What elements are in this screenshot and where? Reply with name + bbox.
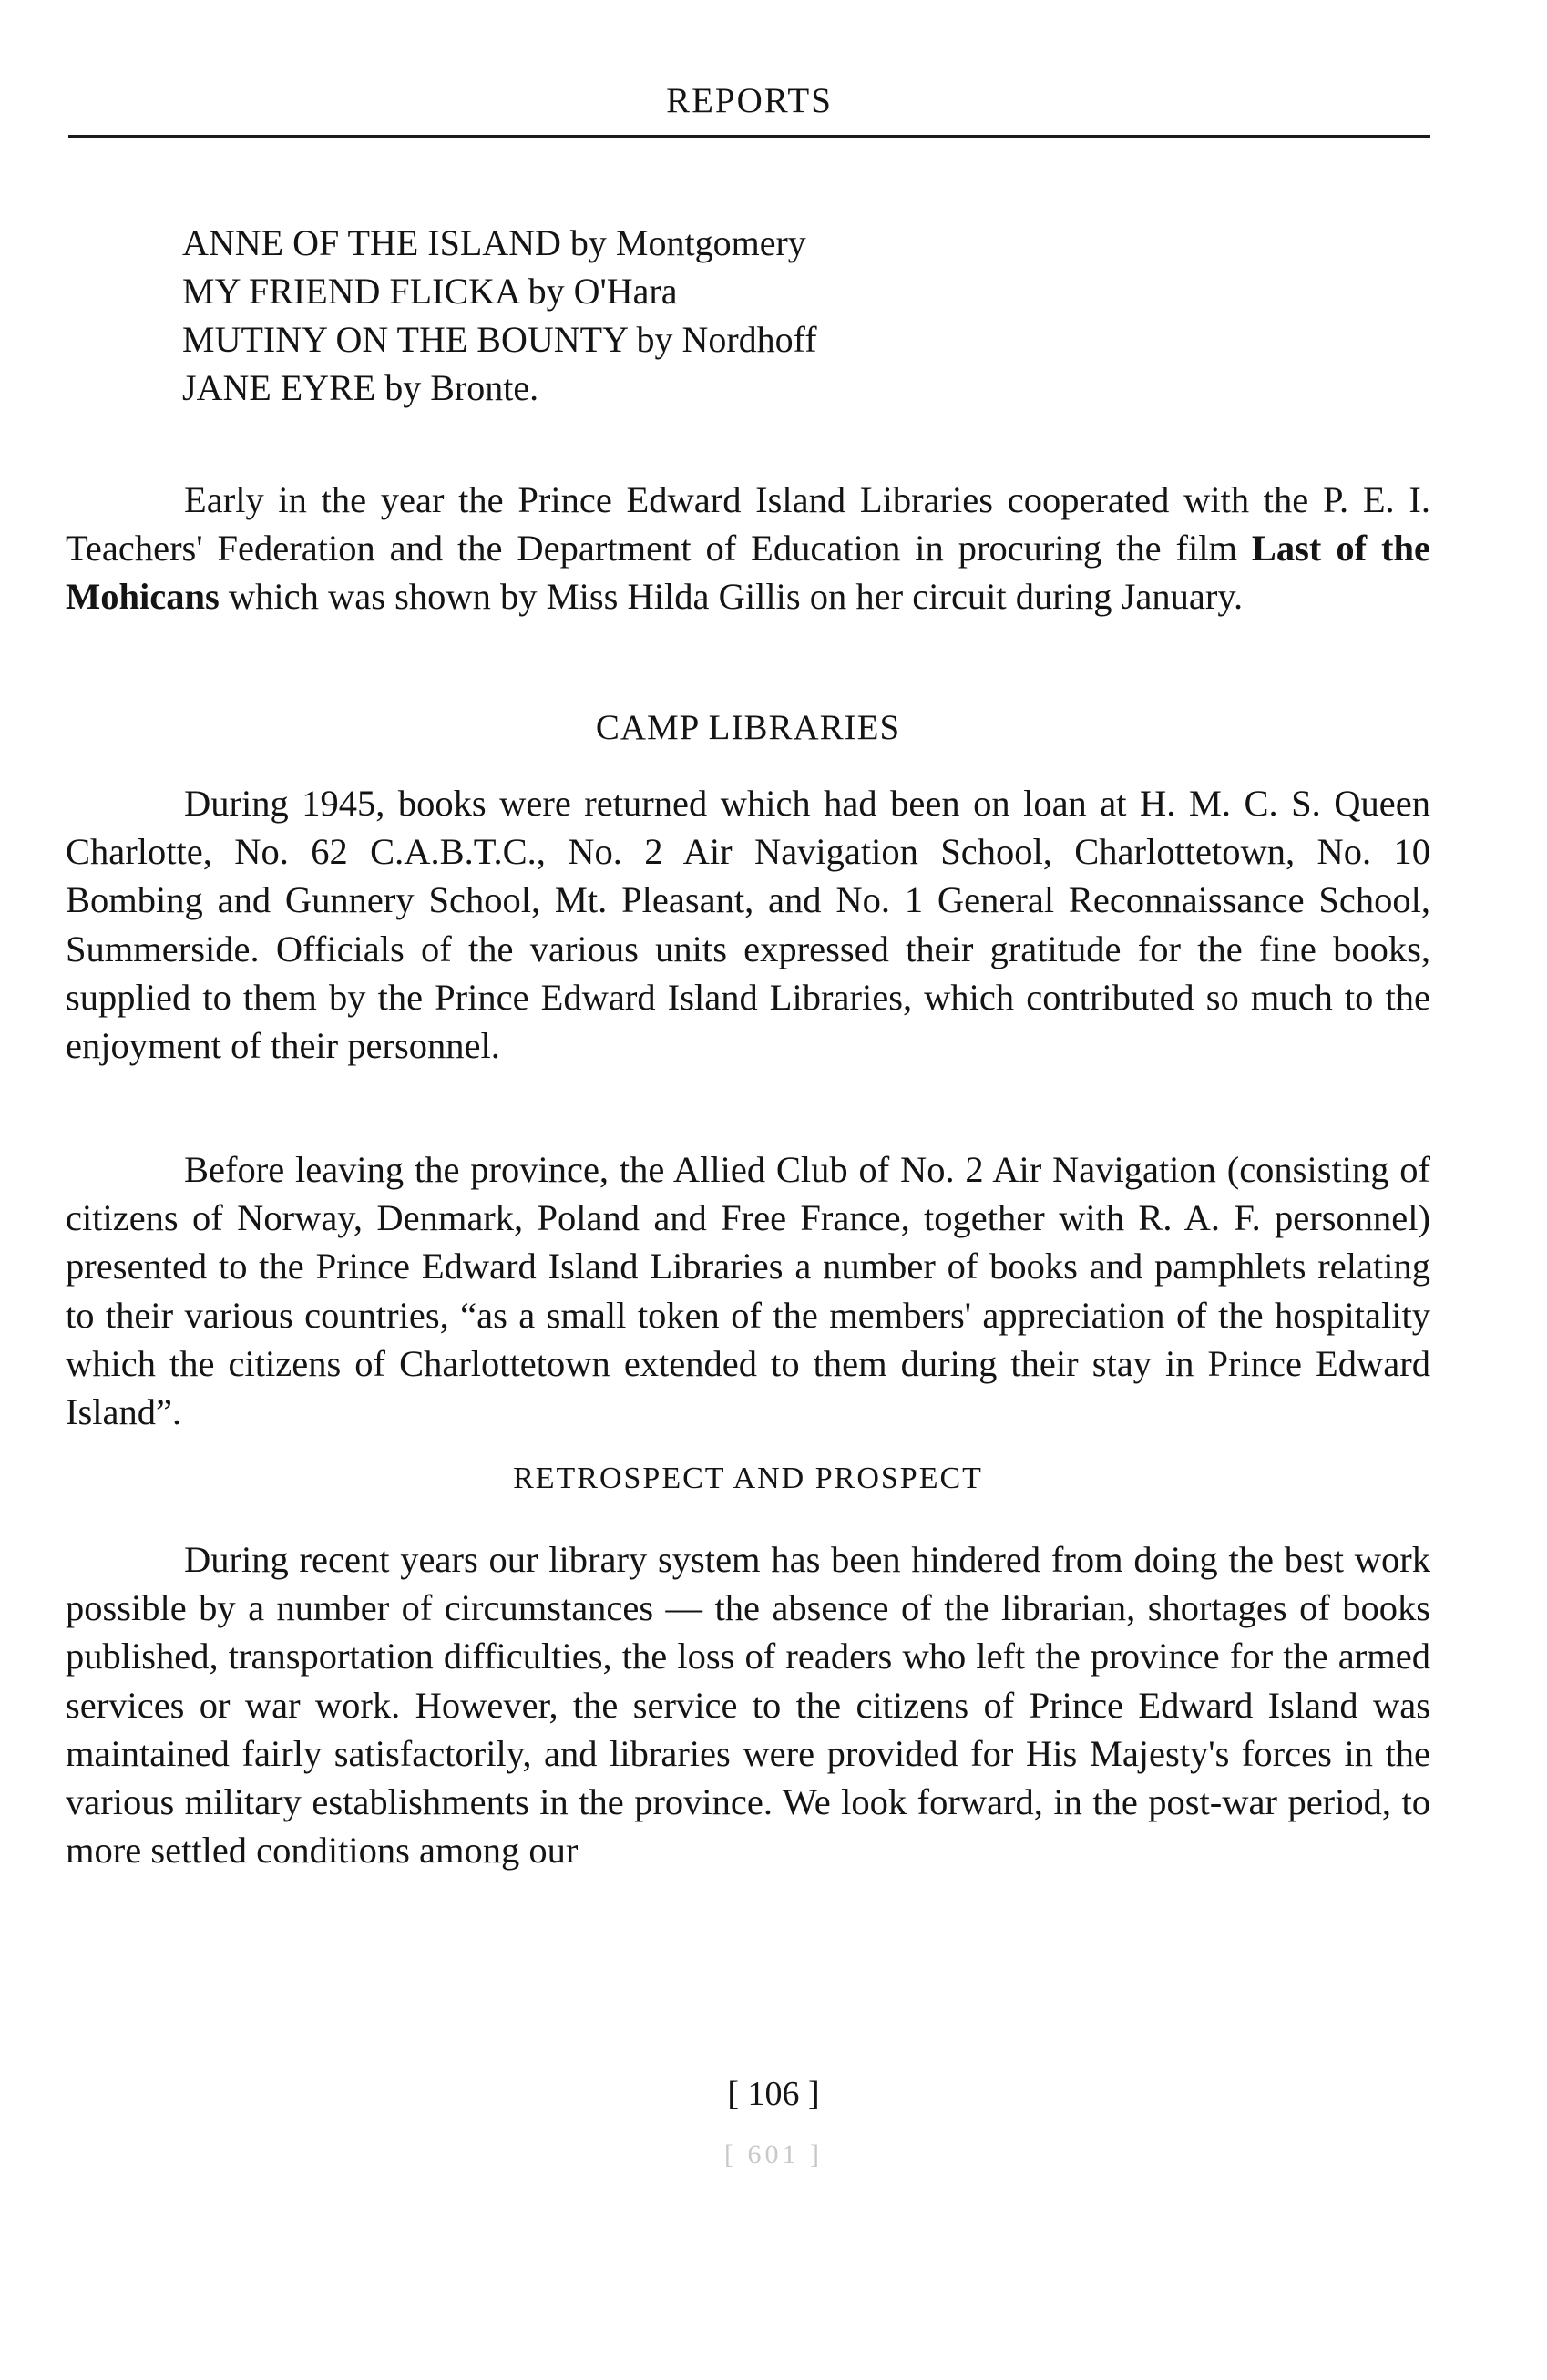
paragraph-allied-club: Before leaving the province, the Allied Club of No. 2 Air Navigation (consisting of citizens of Norway, Denmark, Poland and Free France, together with R. A. F. personnel) presented to the Prince Edward Island Libraries a number of books and pamphlets relating to their various countries, “as a small token of the members' appreciation of the hospitality which the citizens of Charlottetown extended to them during their stay in Prince Edward Island”. xyxy=(66,1149,1430,1433)
book-list-item: MUTINY ON THE BOUNTY by Nordhoff xyxy=(182,319,817,360)
section-heading-retrospect: RETROSPECT AND PROSPECT xyxy=(513,1462,983,1495)
running-header: REPORTS xyxy=(666,81,833,120)
paragraph-film-after: which was shown by Miss Hilda Gillis on her circuit during January. xyxy=(219,576,1244,618)
section-heading-camp-libraries: CAMP LIBRARIES xyxy=(595,708,901,747)
header-rule xyxy=(68,135,1430,138)
book-list-item: ANNE OF THE ISLAND by Montgomery xyxy=(182,222,806,263)
faint-page-mark: [ 601 ] xyxy=(724,2139,823,2170)
book-list-item: MY FRIEND FLICKA by O'Hara xyxy=(182,271,678,312)
paragraph-retrospect: During recent years our library system has been hindered from doing the best work possible by a number of circumstances — the absence of the librarian, shortages of books published, transportation difficulties, the loss of readers who left the province for the armed services or war work. However, the service to the citizens of Prince Edward Island was maintained fairly satisfactorily, and libraries were provided for His Majesty's forces in the various military establishments in the province. We look forward, in the post-war period, to more settled conditions among our xyxy=(66,1539,1430,1872)
paragraph-film-before: Early in the year the Prince Edward Island Libraries cooperated with the P. E. I. Teachers' Federation and the Department of Education in procuring the film xyxy=(66,479,1430,569)
page-number: [ 106 ] xyxy=(727,2075,820,2113)
film-title: Last of the Mohicans xyxy=(66,528,1430,618)
book-list-item: JANE EYRE by Bronte. xyxy=(182,367,539,408)
paragraph-camp-returns: During 1945, books were returned which had been on loan at H. M. C. S. Queen Charlotte, No. 62 C.A.B.T.C., No. 2 Air Navigation School, Charlottetown, No. 10 Bombing and Gunnery School, Mt. Pleasant, and No. 1 General Reconnaissance School, Summerside. Officials of the various units expressed their gratitude for the fine books, supplied to them by the Prince Edward Island Libraries, which contributed so much to the enjoyment of their personnel. xyxy=(66,783,1430,1067)
book-list xyxy=(182,219,1367,412)
paragraph-film xyxy=(66,476,1430,621)
